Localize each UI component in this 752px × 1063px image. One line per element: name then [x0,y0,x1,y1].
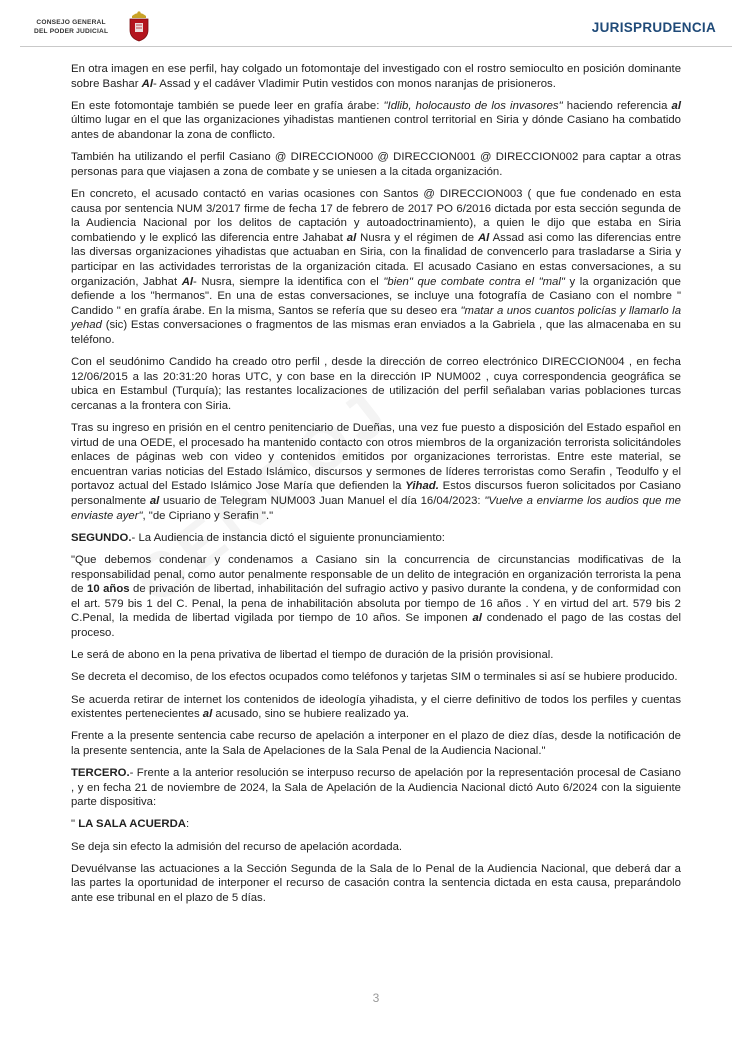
paragraph [71,729,681,758]
text-run: : [185,818,190,831]
paragraph [71,862,681,906]
text-run: Le será de abono en la pena privativa de libertad el tiempo de duración de la prisión provisional. [71,649,554,662]
text-run: LA SALA ACUERDA [78,818,186,831]
paragraph [71,693,681,722]
paragraph [71,187,681,348]
text-run: al [202,708,213,721]
text-run: "matar a unos cuantos policías y llamarlo la yehad [71,304,681,332]
institution-name [34,18,108,36]
text-run: condenado el pago de las costas del proceso. [71,612,682,639]
paragraph [71,766,681,810]
paragraph [71,355,681,413]
text-run: y la organización que defiende a los "hermanos". En una de estas conversaciones, se incluye una fotografía de Casiano con el nombre " Candido " en grafía árabe. En la misma, Santos se refería que su deseo era [71,275,681,317]
text-run: - Nusra, siempre la identifica con el [193,275,384,288]
text-run: En otra imagen en ese perfil, hay colgado un fotomontaje del investigado con el rostro semioculto en posición dominante sobre Bashar [71,63,681,90]
text-run: Al [181,275,194,288]
text-run: Con el seudónimo Candido ha creado otro perfil , desde la dirección de correo electrónico DIRECCION004 , en fecha 12/06/2015 a las 20:31:20 horas UTC, y con base en la dirección IP NUM002 , cuya correspondencia geográfica se ubica en Estambul (Turquía); las restantes localizaciones de utilización del perfil señalaban varias poblaciones turcas cercanas a la frontera con Siria. [71,356,681,412]
paragraph [71,99,681,143]
text-run: Estos discursos fueron solicitados por Casiano personalmente [71,480,681,507]
text-run: al [149,495,160,507]
text-run: al [671,99,681,112]
text-run: Se acuerda retirar de internet los contenidos de ideología yihadista, y el cierre definitivo de todos los perfiles y cuentas existentes pertenecientes [71,693,681,721]
paragraph [71,670,681,685]
text-run: Tras su ingreso en prisión en el centro penitenciario de Dueñas, una vez fue puesto a disposición del Estado español en virtud de una OEDE, el procesado ha mantenido contacto con otros miembros de la organización terrorista solicitándoles enlaces de páginas web con video y contenidos emitidos por organizaciones terroristas. Entre este material, se encuentran varias noticias del Estado Islámico, discursos y sermones de líderes terroristas como Serafin , Teodulfo y el portavoz actual del Estado Islámico Jose María que defienden la [71,422,681,493]
text-run: Yihad. [405,480,439,493]
paragraph [71,150,681,179]
text-run: Al [477,231,490,244]
text-run: "bien" que combate contra el "mal" [383,275,565,288]
text-run: " [71,818,79,831]
text-run: "Que debemos condenar y condenamos a Casiano sin la concurrencia de circunstancias modificativas de la responsabilidad penal, como autor penalmente responsable de un delito de integración en organización terrorista la pena de [71,553,681,596]
text-run: último lugar en el que las organizaciones yihadistas mantienen control territorial en Siria y dónde Casiano ha combatido antes de abandonar la zona de conflicto. [71,114,681,141]
text-run: Se deja sin efecto la admisión del recurso de apelación acordada. [71,840,403,853]
text-run: al [346,231,357,244]
text-run: TERCERO. [71,767,130,780]
text-run: En concreto, el acusado contactó en varias ocasiones con Santos @ DIRECCION003 ( que fue condenado en esta causa por sentencia NUM 3/2017 firme de fecha 17 de febrero de 2017 PO 6/2016 dictada por esta sección segunda de la Audiencia Nacional por los delitos de captación y autoadoctrinamiento), a quien le dijo que estaba en Siria combatiendo y le explicó las diferencia entre Jahabat [71,187,681,244]
paragraph [71,648,681,663]
paragraph [71,817,681,832]
section-title: JURISPRUDENCIA [591,20,716,35]
paragraph [71,421,681,523]
text-run: También ha utilizando el perfil Casiano @ DIRECCION000 @ DIRECCION001 @ DIRECCION002 para captar a otras personas para que viajasen a zona de combate y se uniesen a la citada organización. [71,151,681,178]
text-run: - Assad y el cadáver Vladimir Putin vestidos con monos naranjas de prisioneros. [152,77,556,90]
page-header [0,0,752,46]
institution-name-line2: DEL PODER JUDICIAL [34,28,109,35]
paragraph [71,531,681,546]
text-run: Nusra y el régimen de [356,231,478,244]
text-run: En este fotomontaje también se puede leer en grafía árabe: [71,99,384,112]
text-run: "Idlib, holocausto de los invasores" [383,99,563,112]
text-run: haciendo referencia [562,99,672,112]
text-run: acusado, sino se hubiere realizado ya. [212,708,410,721]
text-run: (sic) Estas conversaciones o fragmentos de las mismas eran enviados a la Gabriela , que las almacenaba en su teléfono. [71,319,681,346]
text-run: 10 años [87,583,130,596]
text-run: Se decreta el decomiso, de los efectos ocupados como teléfonos y tarjetas SIM o terminales si así se hubiere producido. [71,671,678,684]
text-run: de privación de libertad, inhabilitación del sufragio activo y pasivo durante la condena, y de conformidad con el art. 579 bis 1 del C. Penal, la pena de inhabilitación absoluta por tiempo de 16 años . Y en virtud del art. 579 bis 2 C.Penal, la medida de libertad vigilada por tiempo de 10 años. Se imponen [71,583,681,625]
institution-name-line1: CONSEJO GENERAL [36,19,106,26]
text-run: al [472,612,482,625]
text-run: - Frente a la anterior resolución se interpuso recurso de apelación por la representación procesal de Casiano , y en fecha 21 de noviembre de 2024, la Sala de Apelación de la Audiencia Nacional dictó Auto 6/2024 con la siguiente parte dispositiva: [71,767,681,809]
text-run: - La Audiencia de instancia dictó el siguiente pronunciamiento: [131,531,445,544]
header-divider [20,46,732,47]
paragraph [71,62,681,91]
coat-of-arms-icon [126,10,152,42]
text-run: usuario de Telegram NUM003 Juan Manuel el día 16/04/2023: [159,495,485,507]
text-run: SEGUNDO. [71,531,132,544]
paragraph [71,553,681,641]
text-run: Frente a la presente sentencia cabe recurso de apelación a interponer en el plazo de diez días, desde la notificación de la presente sentencia, ante la Sala de Apelaciones de la Sala Penal de la Audiencia Nacional." [71,730,681,757]
text-run: Assad asi como las diferencias entre las diversas organizaciones yihadistas que actuaban en Siria, con la finalidad de convencerlo para trasladarse a Siria y participar en las actividades terroristas de la organización citada. El acusado Casiano en estas conversaciones, a su organización, Jabhat [71,231,681,288]
document-body [71,62,681,913]
paragraph [71,840,681,855]
text-run: , "de Cipriano y Serafin "." [142,509,274,522]
text-run: Al [141,77,153,90]
text-run: "Vuelve a enviarme los audios que me enviaste ayer" [71,495,681,522]
page-number: 3 [372,991,380,1005]
text-run: Devuélvanse las actuaciones a la Sección Segunda de la Sala de lo Penal de la Audiencia Nacional, que deberá dar a las partes la oportunidad de interponer el recurso de casación contra la sentencia dictada en esta causa, preparándolo ante ese tribunal en el plazo de 5 días. [71,862,681,904]
